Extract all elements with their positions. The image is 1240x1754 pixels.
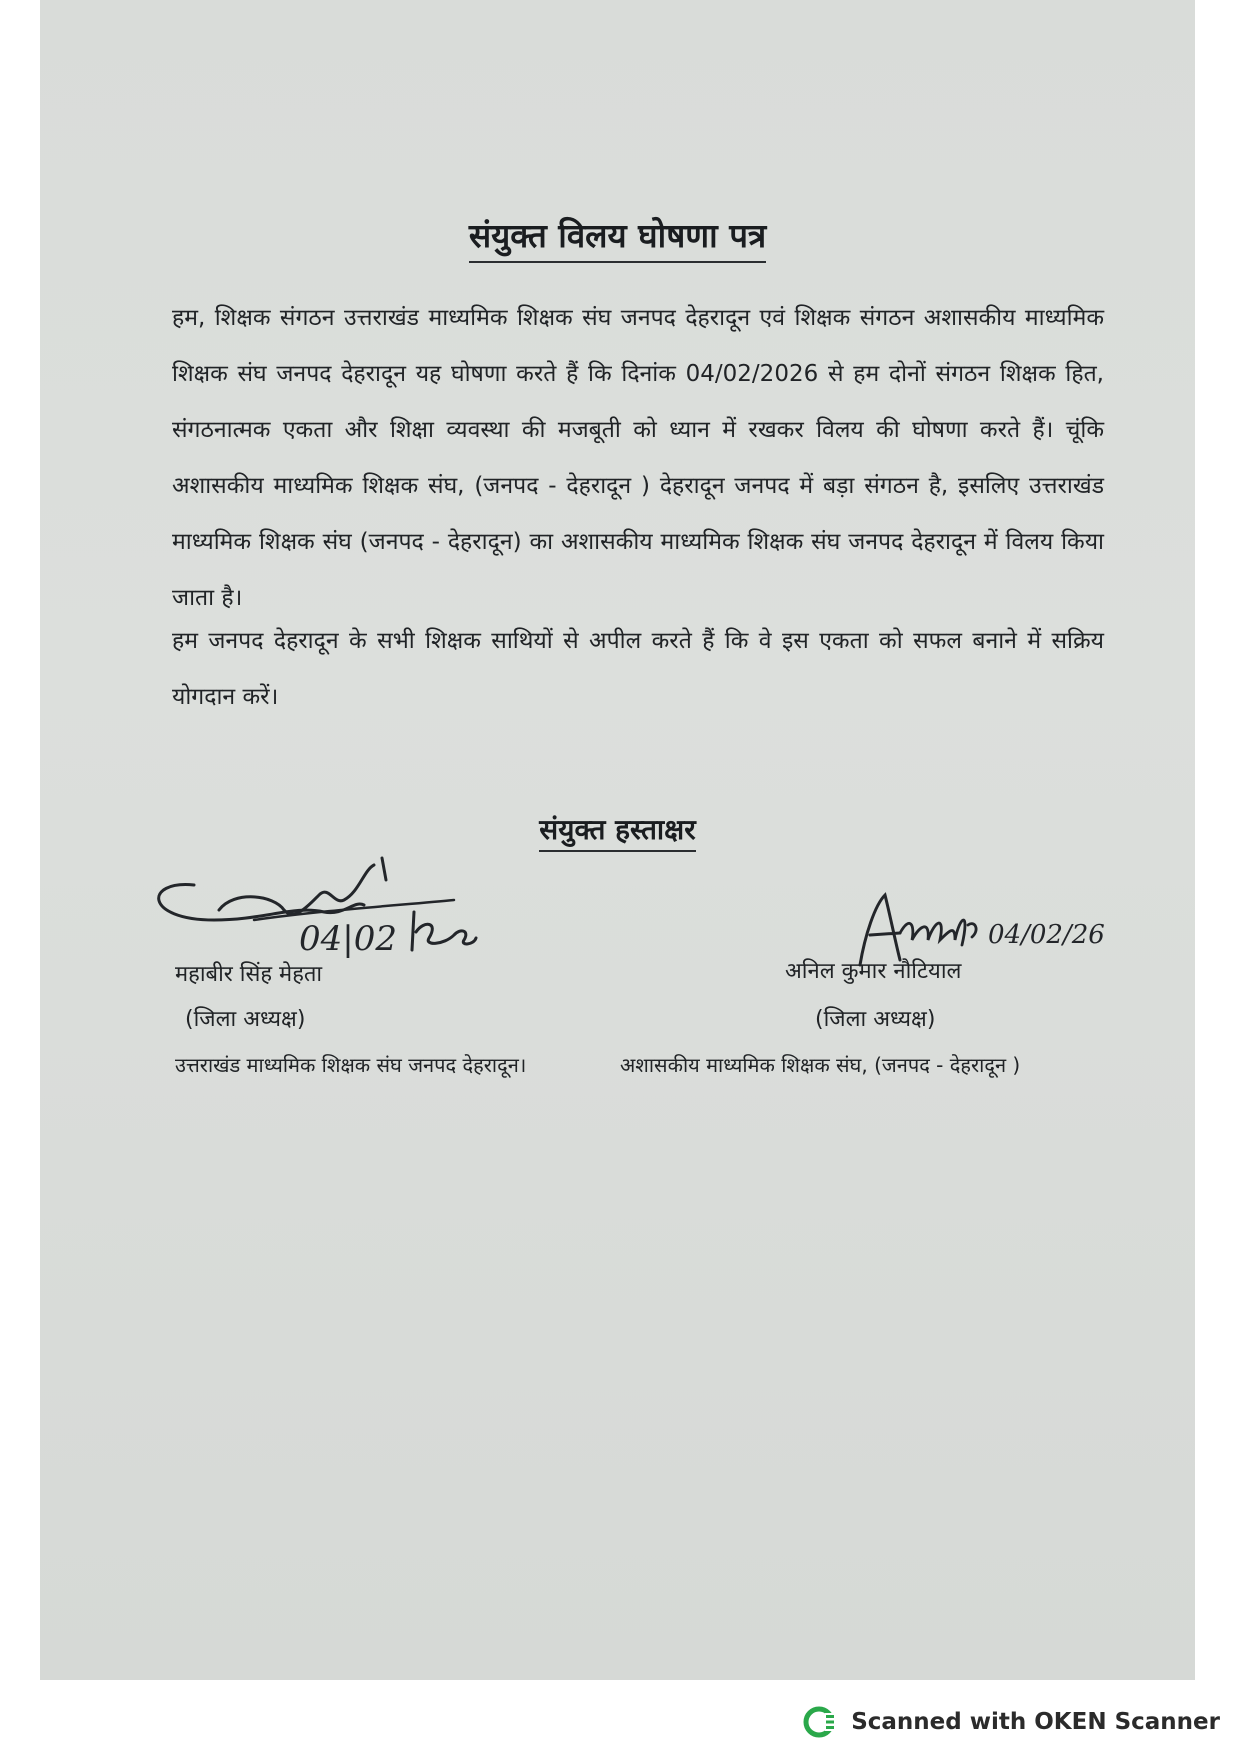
scanner-label: Scanned with OKEN Scanner [851, 1709, 1220, 1735]
appeal-paragraph: हम जनपद देहरादून के सभी शिक्षक साथियों से अपील करते हैं कि वे इस एकता को सफल बनाने में सक्रिय योगदान करें। [172, 628, 1104, 710]
declaration-paragraph: हम, शिक्षक संगठन उत्तराखंड माध्यमिक शिक्षक संघ जनपद देहरादून एवं शिक्षक संगठन अशासकीय माध्यमिक शिक्षक संघ जनपद देहरादून यह घोषणा करते हैं कि दिनांक 04/02/2026 से हम दोनों संगठन शिक्षक हित, संगठनात्मक एकता और शिक्षा व्यवस्था की मजबूती को ध्यान में रखकर विलय की घोषणा करते हैं। चूंकि अशासकीय माध्यमिक शिक्षक संघ, (जनपद - देहरादून ) देहरादून जनपद में बड़ा संगठन है, इसलिए उत्तराखंड माध्यमिक शिक्षक संघ (जनपद - देहरादून) का अशासकीय माध्यमिक शिक्षक संघ जनपद देहरादून में विलय किया जाता है। [172, 305, 1104, 611]
right-signatory-organization: अशासकीय माध्यमिक शिक्षक संघ, (जनपद - देहरादून ) [620, 1053, 1021, 1077]
right-signatory-name: अनिल कुमार नौटियाल [785, 959, 962, 984]
left-signatory-role: (जिला अध्यक्ष) [185, 1007, 306, 1032]
svg-text:04/02/26: 04/02/26 [988, 920, 1105, 950]
left-signatory-organization: उत्तराखंड माध्यमिक शिक्षक संघ जनपद देहरादून। [175, 1053, 527, 1077]
document-title: संयुक्त विलय घोषणा पत्र [40, 212, 1195, 257]
right-signatory-role: (जिला अध्यक्ष) [815, 1007, 936, 1032]
left-signatory-name: महाबीर सिंह मेहता [175, 962, 323, 987]
left-signature-icon [124, 850, 524, 970]
scanner-watermark [803, 1704, 1220, 1740]
svg-text:04|02: 04|02 [299, 919, 397, 959]
signature-heading: संयुक्त हस्ताक्षर [40, 810, 1195, 848]
oken-scanner-logo-icon [803, 1704, 839, 1740]
scanned-paper [40, 0, 1195, 1680]
